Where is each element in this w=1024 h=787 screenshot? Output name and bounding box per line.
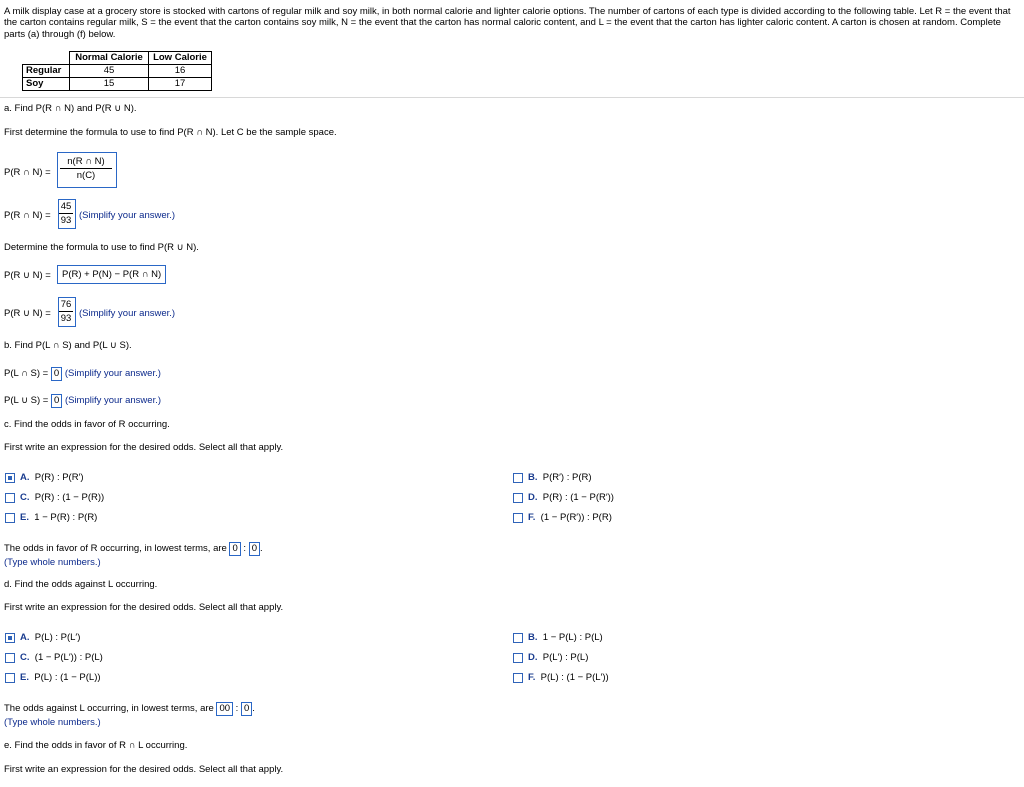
cell-soy-normal: 15 bbox=[70, 78, 149, 91]
option-c-f-checkbox[interactable] bbox=[513, 513, 523, 523]
cell-regular-low: 16 bbox=[149, 65, 212, 78]
table-row bbox=[23, 78, 212, 91]
option-c-d[interactable]: D. P(R) : (1 − P(R′)) bbox=[528, 492, 614, 503]
whole-numbers-hint: (Type whole numbers.) bbox=[4, 557, 101, 568]
plus-lhs: P(L ∪ S) = bbox=[4, 395, 49, 406]
option-c-b-checkbox[interactable] bbox=[513, 473, 523, 483]
row-label-soy: Soy bbox=[23, 78, 70, 91]
cell-soy-low: 17 bbox=[149, 78, 212, 91]
prn-fraction bbox=[59, 201, 73, 226]
option-d-b-checkbox[interactable] bbox=[513, 633, 523, 643]
part-d-instruction: First write an expression for the desired odds. Select all that apply. bbox=[4, 602, 284, 613]
prn-numerator: 45 bbox=[60, 201, 72, 212]
formula-fraction bbox=[60, 156, 112, 181]
col-header-normal: Normal Calorie bbox=[70, 52, 149, 65]
option-d-d-checkbox[interactable] bbox=[513, 653, 523, 663]
frequency-table bbox=[22, 51, 212, 91]
odds-l-first-input[interactable]: 00 bbox=[216, 702, 233, 716]
part-c-title: c. Find the odds in favor of R occurring. bbox=[4, 419, 170, 430]
option-d-c-checkbox[interactable] bbox=[5, 653, 15, 663]
fraction-bar bbox=[59, 213, 73, 214]
prn-answer-label: P(R ∩ N) = bbox=[4, 210, 51, 221]
pru-numerator: 76 bbox=[60, 299, 72, 310]
option-c-f[interactable]: F. (1 − P(R′)) : P(R) bbox=[528, 512, 612, 523]
option-d-c[interactable]: C. (1 − P(L′)) : P(L) bbox=[20, 652, 103, 663]
table-corner bbox=[23, 52, 70, 65]
simplify-hint: (Simplify your answer.) bbox=[79, 210, 176, 221]
pls-label bbox=[4, 367, 161, 381]
option-d-a-checkbox[interactable] bbox=[5, 633, 15, 643]
col-header-low: Low Calorie bbox=[149, 52, 212, 65]
pru-label: P(R ∪ N) = bbox=[4, 270, 51, 281]
pru-denominator: 93 bbox=[60, 313, 72, 324]
option-c-c-checkbox[interactable] bbox=[5, 493, 15, 503]
option-c-a[interactable]: A. P(R) : P(R′) bbox=[20, 472, 84, 483]
formula-numerator: n(R ∩ N) bbox=[67, 156, 105, 167]
part-a-instruction: First determine the formula to use to find P(R ∩ N). Let C be the sample space. bbox=[4, 127, 337, 138]
cell-regular-normal: 45 bbox=[70, 65, 149, 78]
part-a-instruction-2: Determine the formula to use to find P(R ∪ N). bbox=[4, 242, 199, 253]
plus-label bbox=[4, 394, 161, 408]
option-c-b[interactable]: B. P(R′) : P(R) bbox=[528, 472, 592, 483]
option-d-a[interactable]: A. P(L) : P(L′) bbox=[20, 632, 81, 643]
part-a-title: a. Find P(R ∩ N) and P(R ∪ N). bbox=[4, 103, 137, 114]
option-d-f[interactable]: F. P(L) : (1 − P(L′)) bbox=[528, 672, 609, 683]
option-c-e-checkbox[interactable] bbox=[5, 513, 15, 523]
pru-answer-label: P(R ∪ N) = bbox=[4, 308, 51, 319]
plus-answer-input[interactable]: 0 bbox=[51, 394, 62, 408]
pls-lhs: P(L ∩ S) = bbox=[4, 368, 49, 379]
odds-r-statement: The odds in favor of R occurring, in lowest terms, are 0 : 0 . bbox=[4, 543, 263, 554]
row-label-regular: Regular bbox=[23, 65, 70, 78]
simplify-hint: (Simplify your answer.) bbox=[79, 308, 176, 319]
part-d-title: d. Find the odds against L occurring. bbox=[4, 579, 158, 590]
union-formula-box[interactable]: P(R) + P(N) − P(R ∩ N) bbox=[57, 265, 166, 284]
part-e-instruction: First write an expression for the desired odds. Select all that apply. bbox=[4, 764, 284, 775]
divider bbox=[0, 97, 1024, 98]
option-d-d[interactable]: D. P(L′) : P(L) bbox=[528, 652, 589, 663]
option-d-b[interactable]: B. 1 − P(L) : P(L) bbox=[528, 632, 603, 643]
table-row bbox=[23, 65, 212, 78]
pru-fraction bbox=[59, 299, 73, 324]
option-c-e[interactable]: E. 1 − P(R) : P(R) bbox=[20, 512, 98, 523]
part-b-title: b. Find P(L ∩ S) and P(L ∪ S). bbox=[4, 340, 132, 351]
fraction-bar bbox=[60, 168, 112, 169]
option-c-a-checkbox[interactable] bbox=[5, 473, 15, 483]
option-c-d-checkbox[interactable] bbox=[513, 493, 523, 503]
odds-r-second-input[interactable]: 0 bbox=[249, 542, 260, 556]
odds-l-second-input[interactable]: 0 bbox=[241, 702, 252, 716]
prn-label: P(R ∩ N) = bbox=[4, 167, 51, 178]
option-d-e[interactable]: E. P(L) : (1 − P(L)) bbox=[20, 672, 101, 683]
simplify-hint: (Simplify your answer.) bbox=[64, 368, 161, 379]
odds-r-first-input[interactable]: 0 bbox=[229, 542, 240, 556]
simplify-hint: (Simplify your answer.) bbox=[64, 395, 162, 406]
option-c-c[interactable]: C. P(R) : (1 − P(R)) bbox=[20, 492, 105, 503]
fraction-bar bbox=[59, 311, 73, 312]
pls-answer-input[interactable]: 0 bbox=[51, 367, 62, 381]
option-d-e-checkbox[interactable] bbox=[5, 673, 15, 683]
formula-denominator: n(C) bbox=[76, 170, 96, 181]
option-d-f-checkbox[interactable] bbox=[513, 673, 523, 683]
problem-statement: A milk display case at a grocery store is stocked with cartons of regular milk and soy milk, in both normal calorie and lighter calorie options. The number of cartons of each type is divided according to the following table. Let R = the event that the carton contains regular milk, S = the event that the carton contains soy milk, N = the event that the carton has normal caloric content, and L = the event that the carton has lighter caloric content. A carton is chosen at random. Complete parts (a) through (f) below. bbox=[4, 6, 1011, 40]
part-e-title: e. Find the odds in favor of R ∩ L occurring. bbox=[4, 740, 188, 751]
prn-denominator: 93 bbox=[60, 215, 72, 226]
odds-l-statement: The odds against L occurring, in lowest terms, are 00 : 0 . bbox=[4, 703, 255, 714]
whole-numbers-hint: (Type whole numbers.) bbox=[4, 717, 101, 728]
part-c-instruction: First write an expression for the desired odds. Select all that apply. bbox=[4, 442, 284, 453]
